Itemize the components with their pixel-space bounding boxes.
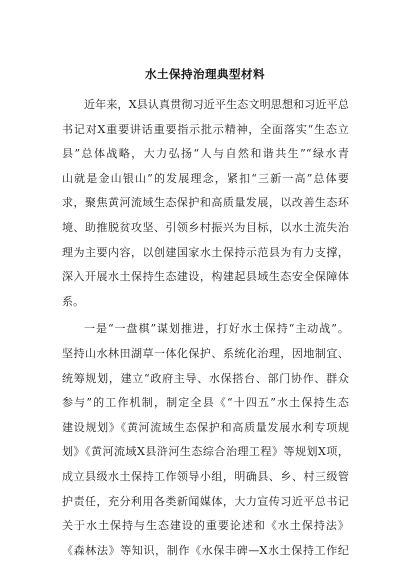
paragraph-line: 县”总体战略，大力弘扬“人与自然和谐共生”“绿水青 bbox=[62, 147, 349, 161]
document-title: 水土保持治理典型材料 bbox=[145, 67, 265, 81]
paragraph-line: 关于水土保持与生态建设的重要论述和《水土保持法》 bbox=[62, 519, 349, 533]
paragraph-line: 理为主要内容，以创建国家水土保持示范县为有力支撑， bbox=[62, 245, 349, 259]
paragraph-line: 一是“一盘棋”谋划推进，打好水土保持“主动战”。 bbox=[84, 322, 349, 336]
paragraph-line: 《森林法》等知识，制作《水保丰碑—X水土保持工作纪 bbox=[62, 543, 349, 557]
paragraph-line: 求，聚焦黄河流域生态保护和高质量发展，以改善生态环 bbox=[62, 196, 349, 210]
document-body bbox=[62, 93, 349, 563]
paragraph-line: 建设规划》《黄河流域生态保护和高质量发展水利专项规 bbox=[62, 420, 349, 434]
paragraph-line: 近年来，X县认真贯彻习近平生态文明思想和习近平总 bbox=[84, 98, 349, 111]
paragraph-line: 成立县级水土保持工作领导小组，明确县、乡、村三级管 bbox=[62, 469, 349, 483]
paragraph-line: 坚持山水林田湖草一体化保护、系统化治理，因地制宜、 bbox=[62, 346, 349, 360]
paragraph-line: 统筹规划，建立“政府主导、水保搭台、部门协作、群众 bbox=[62, 371, 349, 385]
paragraph-2 bbox=[62, 317, 349, 563]
paragraph-line: 境、助推脱贫攻坚、引领乡村振兴为目标，以水土流失治 bbox=[62, 220, 349, 234]
paragraph-line: 参与”的工作机制，制定全县《“十四五”水土保持生态 bbox=[62, 396, 349, 410]
paragraph-line: 山就是金山银山”的发展理念，紧扣“三新一高”总体要 bbox=[62, 171, 349, 185]
paragraph-line: 护责任，充分利用各类新闻媒体，大力宣传习近平总书记 bbox=[62, 494, 349, 508]
paragraph-line: 划》《黄河流域X县浒河生态综合治理工程》等规划X项， bbox=[62, 445, 349, 459]
paragraph-line: 系。 bbox=[62, 294, 85, 308]
paragraph-line: 书记对X重要讲话重要指示批示精神，全面落实“生态立 bbox=[62, 122, 349, 136]
paragraph-line: 深入开展水土保持生态建设，构建起县域生态安全保障体 bbox=[62, 270, 349, 284]
paragraph-1 bbox=[62, 93, 349, 314]
